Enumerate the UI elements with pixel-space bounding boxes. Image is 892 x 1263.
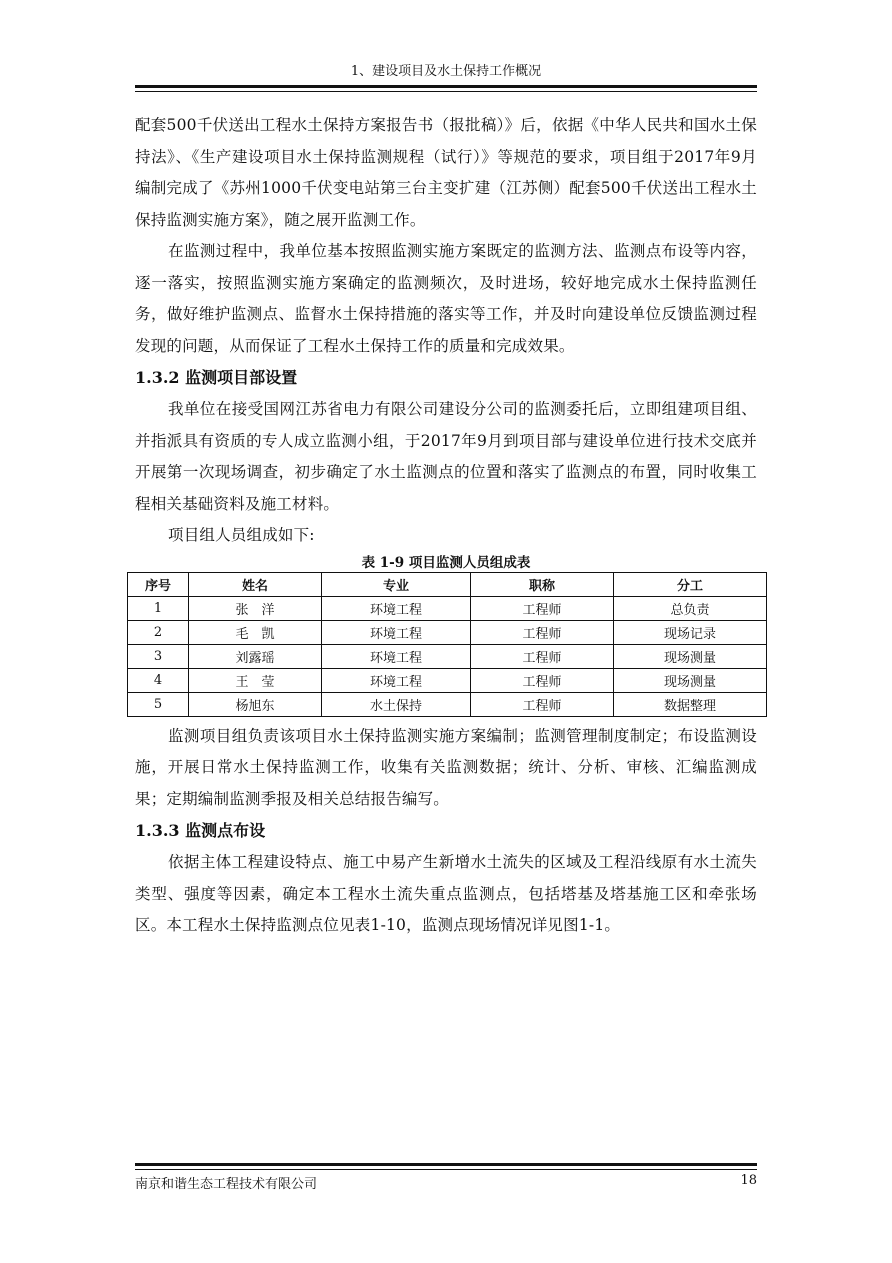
table-cell: 工程师 — [471, 692, 614, 716]
paragraph-project-department: 我单位在接受国网江苏省电力有限公司建设分公司的监测委托后，立即组建项目组、并指派具有资质的专人成立监测小组，于2017年9月到项目部与建设单位进行技术交底并开展第一次现场调查，初步确定了水土监测点的位置和落实了监测点的布置，同时收集工程相关基础资料及施工材料。 — [135, 400, 757, 513]
table-header-row — [128, 572, 767, 596]
paragraph-monitoring-process: 在监测过程中，我单位基本按照监测实施方案既定的监测方法、监测点布设等内容，逐一落实，按照监测实施方案确定的监测频次，及时进场，较好地完成水土保持监测任务，做好维护监测点、监督水土保持措施的落实等工作，并及时向建设单位反馈监测过程发现的问题，从而保证了工程水土保持工作的质量和完成效果。 — [135, 242, 757, 355]
table-cell: 2 — [128, 620, 189, 644]
table-header-cell: 分工 — [614, 572, 767, 596]
table-cell: 现场测量 — [614, 644, 767, 668]
table-cell: 现场测量 — [614, 668, 767, 692]
table-cell: 4 — [128, 668, 189, 692]
table-cell: 杨旭东 — [189, 692, 322, 716]
table-cell: 工程师 — [471, 644, 614, 668]
table-cell: 3 — [128, 644, 189, 668]
paragraph-monitoring-points: 依据主体工程建设特点、施工中易产生新增水土流失的区域及工程沿线原有水土流失类型、强度等因素，确定本工程水土流失重点监测点，包括塔基及塔基施工区和牵张场区。本工程水土保持监测点位见表1-10，监测点现场情况详见图1-1。 — [135, 853, 757, 934]
table-cell: 毛 凯 — [189, 620, 322, 644]
table-header-cell: 专业 — [322, 572, 471, 596]
table-cell: 数据整理 — [614, 692, 767, 716]
table-cell: 刘露瑶 — [189, 644, 322, 668]
table-header-cell: 职称 — [471, 572, 614, 596]
table-header-cell: 序号 — [128, 572, 189, 596]
table-cell: 总负责 — [614, 596, 767, 620]
header-rule-thin — [135, 91, 757, 92]
section-heading-1-3-2: 1.3.2 监测项目部设置 — [135, 368, 298, 387]
table-cell: 5 — [128, 692, 189, 716]
paragraph-continued: 配套500千伏送出工程水土保持方案报告书（报批稿）》后，依据《中华人民共和国水土保持法》、《生产建设项目水土保持监测规程（试行）》等规范的要求，项目组于2017年9月编制完成了《苏州1000千伏变电站第三台主变扩建（江苏侧）配套500千伏送出工程水土保持监测实施方案》，随之展开监测工作。 — [135, 116, 757, 229]
table-cell: 王 莹 — [189, 668, 322, 692]
table-caption: 表 1-9 项目监测人员组成表 — [361, 554, 531, 571]
personnel-table — [127, 572, 767, 717]
table-cell: 张 洋 — [189, 596, 322, 620]
table-row — [128, 620, 767, 644]
footer-rule-thin — [135, 1169, 757, 1170]
paragraph-team-duties: 监测项目组负责该项目水土保持监测实施方案编制；监测管理制度制定；布设监测设施，开展日常水土保持监测工作，收集有关监测数据；统计、分析、审核、汇编监测成果；定期编制监测季报及相关总结报告编写。 — [135, 726, 757, 808]
footer-company: 南京和谐生态工程技术有限公司 — [135, 1177, 318, 1192]
section-heading-1-3-3: 1.3.3 监测点布设 — [135, 821, 266, 840]
table-cell: 工程师 — [471, 596, 614, 620]
table-cell: 水土保持 — [322, 692, 471, 716]
page-body — [135, 110, 757, 942]
running-header: 1、建设项目及水土保持工作概况 — [350, 64, 542, 79]
table-cell: 工程师 — [471, 620, 614, 644]
table-cell: 工程师 — [471, 668, 614, 692]
paragraph-team-intro: 项目组人员组成如下: — [168, 526, 315, 544]
page-number: 18 — [740, 1173, 757, 1188]
table-cell: 环境工程 — [322, 644, 471, 668]
table-cell: 现场记录 — [614, 620, 767, 644]
table-row — [128, 596, 767, 620]
table-row — [128, 644, 767, 668]
table-cell: 环境工程 — [322, 620, 471, 644]
table-cell: 1 — [128, 596, 189, 620]
footer-rule-thick — [135, 1163, 757, 1166]
table-row — [128, 668, 767, 692]
table-header-cell: 姓名 — [189, 572, 322, 596]
table-row — [128, 692, 767, 716]
table-cell: 环境工程 — [322, 596, 471, 620]
table-cell: 环境工程 — [322, 668, 471, 692]
header-rule-thick — [135, 85, 757, 88]
